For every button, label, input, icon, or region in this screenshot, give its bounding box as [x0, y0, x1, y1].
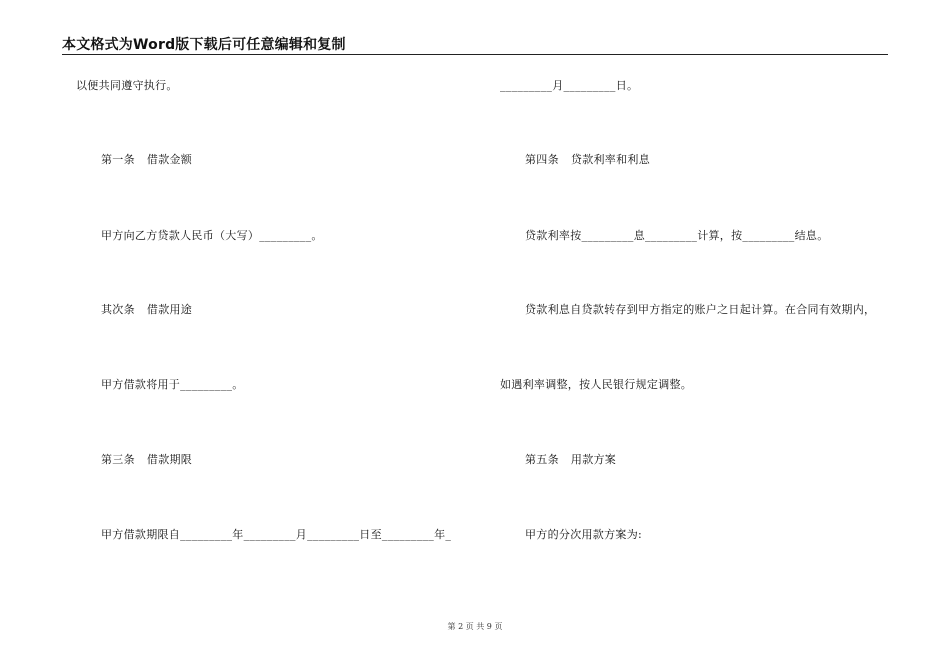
clause-2-heading: 借款用途 [146, 303, 193, 316]
clause-4-body-adjust: 如遇利率调整，按人民银行规定调整。 [500, 378, 693, 391]
clause-4-body-interest: 贷款利息自贷款转存到甲方指定的账户之日起计算。在合同有效期内， [525, 303, 876, 316]
clause-3-heading: 借款期限 [146, 453, 193, 466]
header-divider [62, 54, 888, 55]
page-number-footer: 第 2 页 共 9 页 [447, 622, 503, 631]
clause-3-body: 甲方借款期限自_________年_________月_________日至_________年_ [101, 528, 452, 541]
clause-4-title [525, 153, 650, 167]
date-continuation: _________月_________日。 [500, 79, 639, 92]
clause-1-body: 甲方向乙方贷款人民币（大写）_________。 [101, 229, 323, 242]
clause-1-heading: 借款金额 [146, 153, 193, 166]
clause-3-number: 第三条 [101, 453, 135, 466]
clause-3-title [101, 453, 192, 467]
clause-2-number: 其次条 [101, 303, 135, 316]
clause-4-body-rate: 贷款利率按_________息_________计算，按_________结息。 [525, 229, 829, 242]
clause-1-number: 第一条 [101, 153, 135, 166]
clause-4-number: 第四条 [525, 153, 559, 166]
clause-2-body: 甲方借款将用于_________。 [101, 378, 244, 391]
intro-text: 以便共同遵守执行。 [76, 79, 178, 92]
clause-2-title [101, 303, 192, 317]
clause-5-title [525, 453, 616, 467]
clause-5-number: 第五条 [525, 453, 559, 466]
clause-4-heading: 贷款利率和利息 [570, 153, 651, 166]
clause-5-heading: 用款方案 [570, 453, 617, 466]
document-header-title: 本文格式为Word版下载后可任意编辑和复制 [62, 37, 346, 53]
clause-5-body: 甲方的分次用款方案为: [525, 528, 643, 541]
clause-1-title [101, 153, 192, 167]
